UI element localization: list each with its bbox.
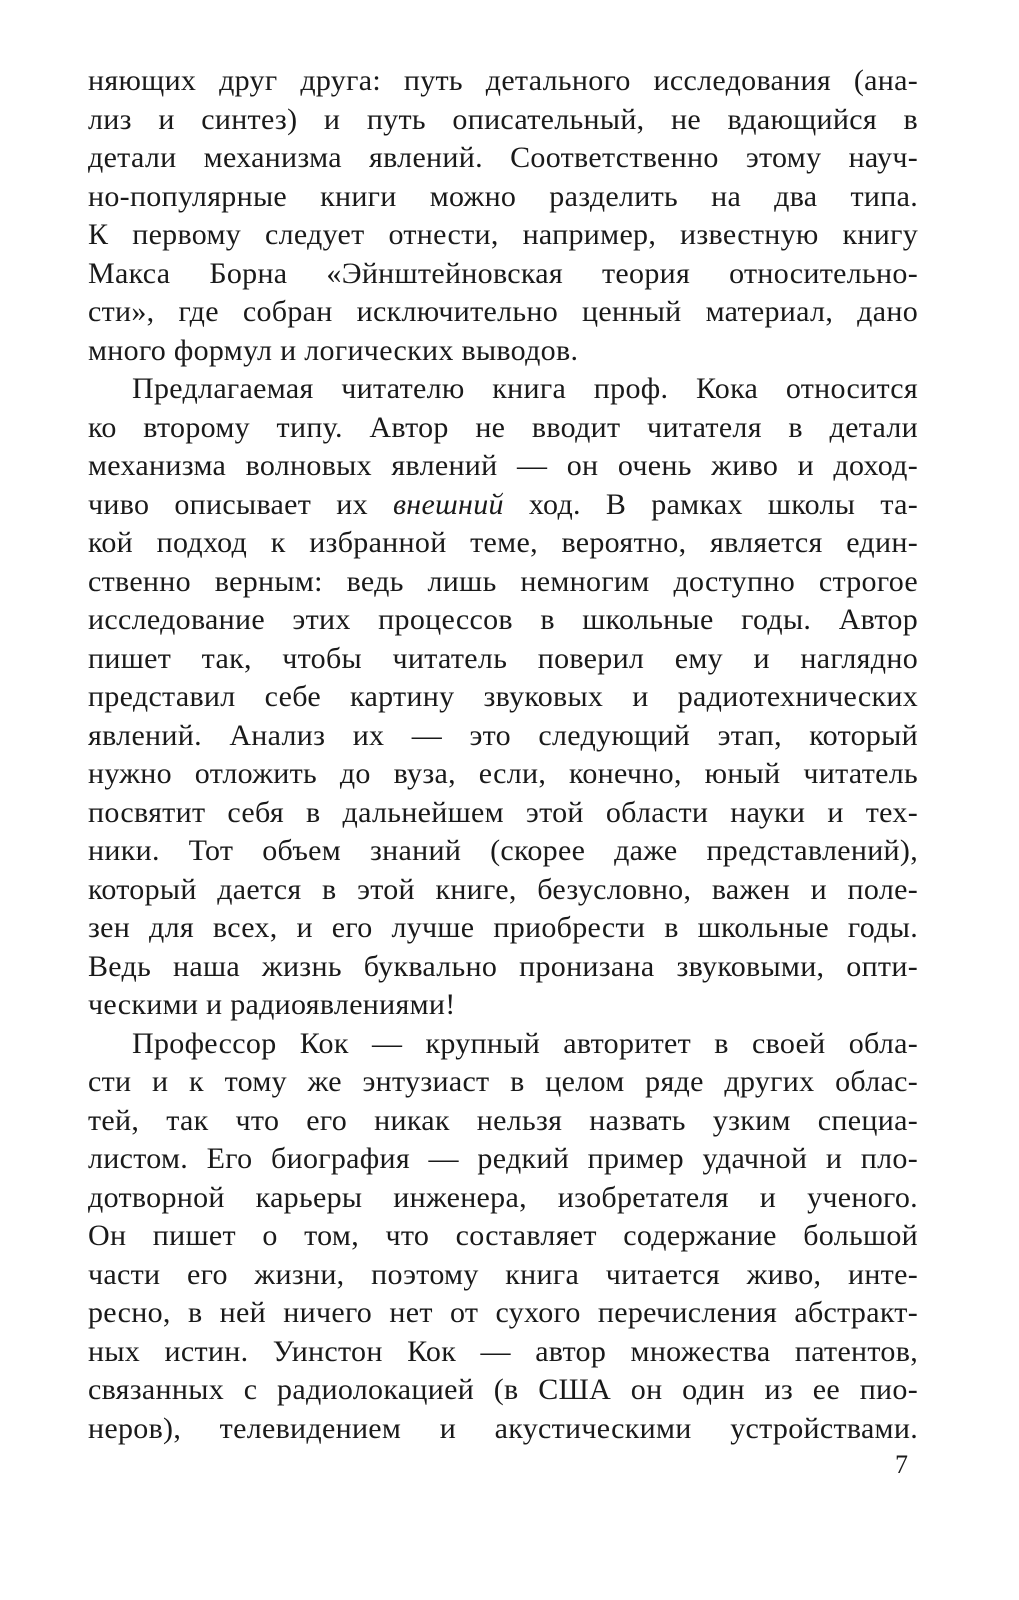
text-line: посвятит себя в дальнейшем этой области науки и тех- (88, 795, 918, 829)
text-line: явлений. Анализ их — это следующий этап, который (88, 718, 918, 752)
text-line: сти», где собран исключительно ценный материал, дано (88, 295, 918, 328)
text-line: дотворной карьеры инженера, изобретателя и ученого. (88, 1180, 918, 1214)
paragraph-1 (88, 62, 918, 370)
text-line: сти и к тому же энтузиаст в целом ряде других облас- (88, 1065, 918, 1098)
text-line: ники. Тот объем знаний (скорее даже представлений), (88, 834, 918, 867)
paragraph-3 (88, 1025, 918, 1449)
text-line: лиз и синтез) и путь описательный, не вдающийся в (88, 102, 918, 136)
text-line: ко второму типу. Автор не вводит читателя в детали (88, 410, 918, 444)
text-line: К первому следует отнести, например, известную книгу (88, 218, 918, 251)
text-line: зен для всех, и его лучше приобрести в школьные годы. (88, 911, 918, 944)
text-line: няющих друг друга: путь детального исследования (ана- (88, 64, 918, 97)
text-line: пишет так, чтобы читатель поверил ему и наглядно (88, 641, 918, 675)
text-line: механизма волновых явлений — он очень живо и доход- (88, 449, 918, 482)
text-line: части его жизни, поэтому книга читается живо, инте- (88, 1257, 918, 1291)
text-line: ресно, в ней ничего нет от сухого перечисления абстракт- (88, 1296, 918, 1329)
paragraph-2 (88, 370, 918, 1025)
page-body (88, 62, 918, 1448)
text-line: исследование этих процессов в школьные годы. Автор (88, 603, 918, 636)
text-line: детали механизма явлений. Соответственно этому науч- (88, 141, 918, 174)
text-line-with-italic: чиво описывает их внешний ход. В рамках школы та- (88, 487, 918, 521)
text-line: нужно отложить до вуза, если, конечно, юный читатель (88, 757, 918, 790)
text-line: Макса Борна «Эйнштейновская теория относительно- (88, 256, 918, 290)
text-line: Профессор Кок — крупный авторитет в своей обла- (132, 1026, 918, 1060)
text-line: ственно верным: ведь лишь немногим доступно строгое (88, 564, 918, 598)
text-line: кой подход к избранной теме, вероятно, является един- (88, 526, 918, 559)
emphasized-word: внешний (392, 487, 504, 521)
text-line: неров), телевидением и акустическими устройствами. (88, 1411, 918, 1445)
text-line: тей, так что его никак нельзя назвать узким специа- (88, 1103, 918, 1137)
text-line: листом. Его биография — редкий пример удачной и пло- (88, 1142, 918, 1175)
text-line: много формул и логических выводов. (88, 333, 579, 367)
text-line: представил себе картину звуковых и радиотехнических (88, 680, 918, 713)
text-line: ческими и радиоявлениями! (88, 988, 456, 1021)
text-line: который дается в этой книге, безусловно, важен и поле- (88, 872, 918, 906)
text-line: но-популярные книги можно разделить на два типа. (88, 179, 918, 213)
page-number: 7 (895, 1450, 908, 1479)
text-line: Предлагаемая читателю книга проф. Кока относится (132, 372, 918, 405)
text-line: Он пишет о том, что составляет содержание большой (88, 1219, 918, 1252)
text-line: связанных с радиолокацией (в США он один из ее пио- (88, 1373, 918, 1406)
text-line: Ведь наша жизнь буквально пронизана звуковыми, опти- (88, 949, 918, 983)
text-line: ных истин. Уинстон Кок — автор множества патентов, (88, 1334, 918, 1368)
